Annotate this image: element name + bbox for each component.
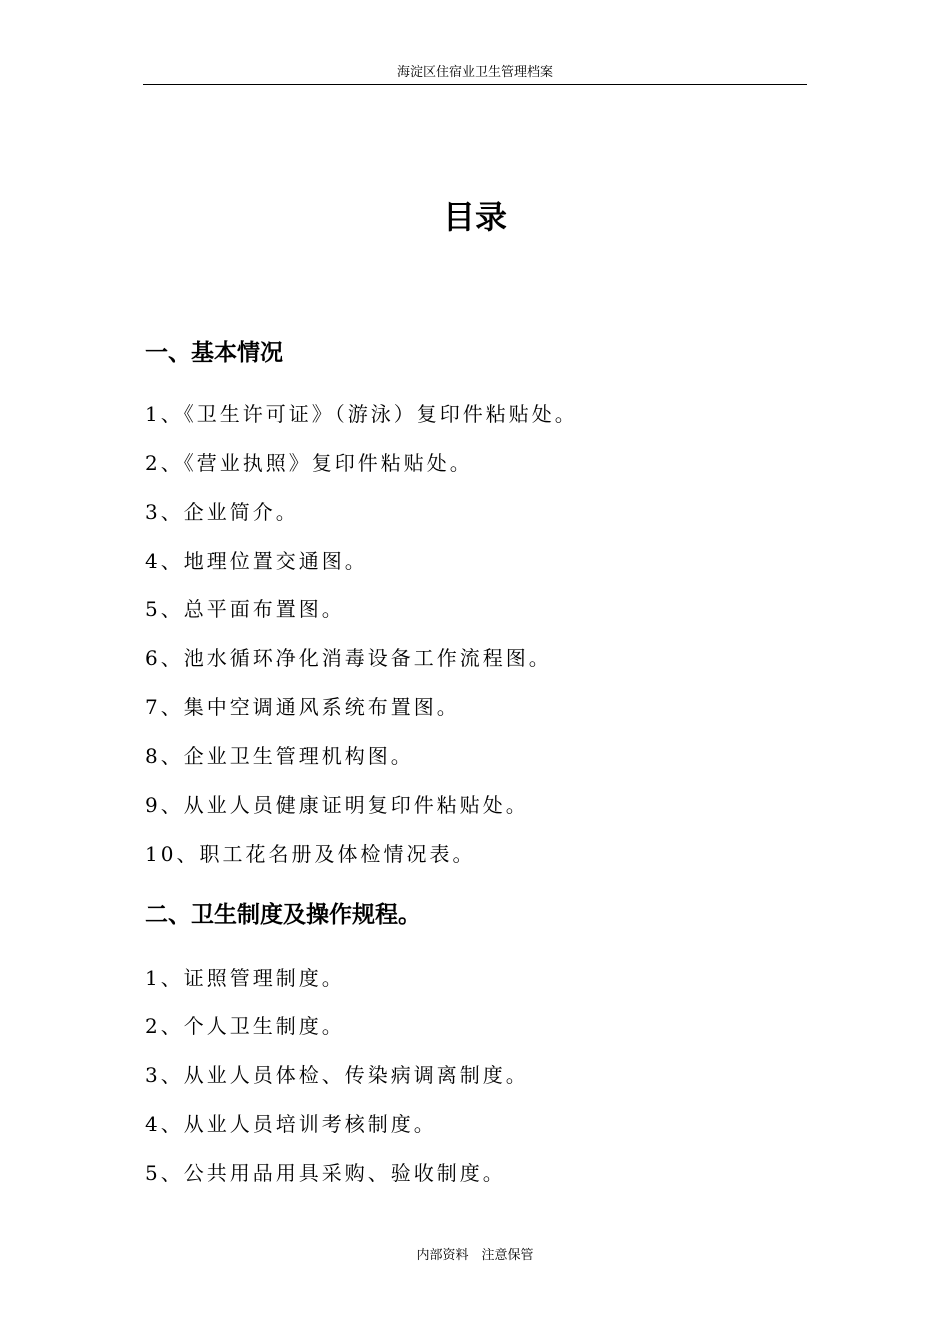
toc-item: 4、地理位置交通图。 <box>145 549 368 573</box>
section-heading-basic-info: 一、基本情况 <box>145 340 283 366</box>
toc-item: 3、企业简介。 <box>145 500 299 524</box>
toc-item: 10、职工花名册及体检情况表。 <box>145 842 476 866</box>
toc-item: 1、证照管理制度。 <box>145 966 345 990</box>
toc-item: 8、企业卫生管理机构图。 <box>145 744 414 768</box>
toc-item: 4、从业人员培训考核制度。 <box>145 1112 437 1136</box>
toc-item: 3、从业人员体检、传染病调离制度。 <box>145 1063 529 1087</box>
page-header: 海淀区住宿业卫生管理档案 <box>143 64 807 85</box>
toc-item: 5、公共用品用具采购、验收制度。 <box>145 1161 506 1185</box>
toc-item: 7、集中空调通风系统布置图。 <box>145 695 460 719</box>
section-heading-hygiene-rules: 二、卫生制度及操作规程。 <box>145 902 421 928</box>
toc-item: 1、《卫生许可证》（游泳）复印件粘贴处。 <box>145 402 578 426</box>
toc-item: 5、总平面布置图。 <box>145 597 345 621</box>
toc-item: 2、个人卫生制度。 <box>145 1014 345 1038</box>
toc-item: 6、池水循环净化消毒设备工作流程图。 <box>145 646 552 670</box>
page-footer: 内部资料 注意保管 <box>416 1248 534 1263</box>
page-title: 目录 <box>442 198 507 236</box>
toc-item: 2、《营业执照》复印件粘贴处。 <box>145 451 473 475</box>
toc-item: 9、从业人员健康证明复印件粘贴处。 <box>145 793 529 817</box>
